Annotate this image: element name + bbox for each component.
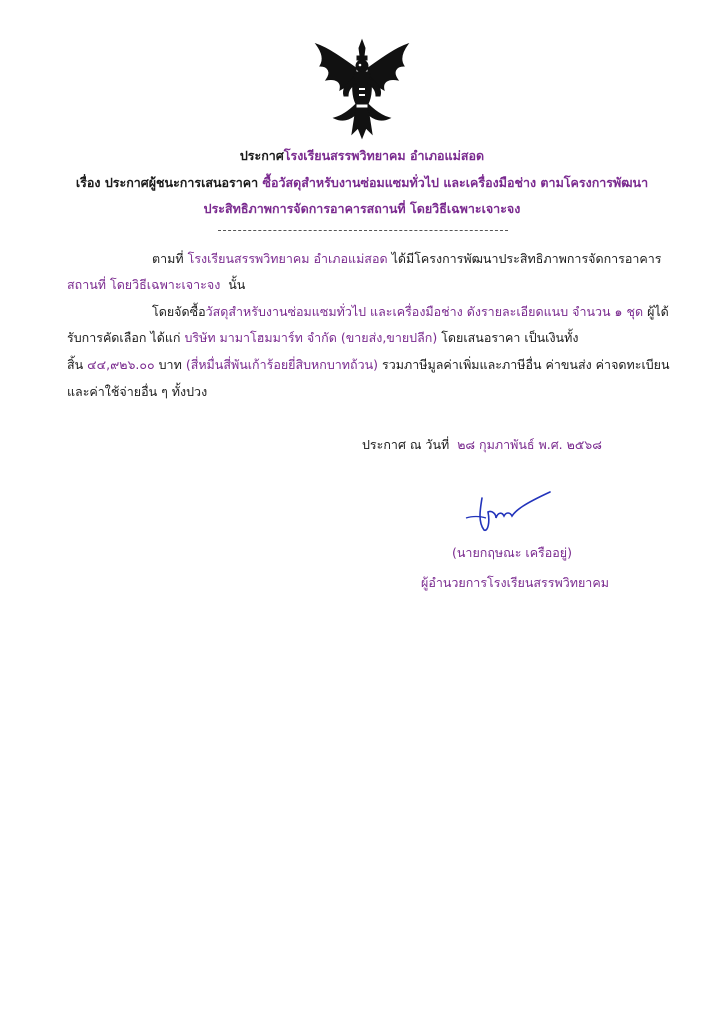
paragraph-2-line-4: และค่าใช้จ่ายอื่น ๆ ทั้งปวง [67, 384, 208, 399]
paragraph-2-line-2 [67, 330, 578, 346]
p2-tail: ผู้ได้ [647, 304, 669, 319]
date-prefix: ประกาศ ณ วันที่ [362, 437, 450, 452]
announce-date-line [362, 437, 602, 453]
signature-image [462, 488, 554, 534]
p1-text: ได้มีโครงการพัฒนาประสิทธิภาพการจัดการอาคาร [391, 251, 662, 266]
p1-prefix: ตามที่ [152, 251, 184, 266]
subject-line-1 [0, 173, 724, 193]
paragraph-1-line-1 [152, 251, 662, 267]
p1-school: โรงเรียนสรรพวิทยาคม อำเภอแม่สอด [187, 251, 388, 266]
p2-prefix: โดยจัดซื้อ [152, 304, 206, 319]
vendor-name: บริษัท มามาโฮมมาร์ท จำกัด (ขายส่ง,ขายปลีก) [184, 330, 438, 345]
divider [218, 230, 508, 231]
p1-cont: สถานที่ โดยวิธีเฉพาะเจาะจง [67, 277, 221, 292]
p2-line2-prefix: รับการคัดเลือก ได้แก่ [67, 330, 181, 345]
paragraph-2-line-3 [67, 357, 670, 373]
signatory-name: (นายกฤษณะ เครืออยู่) [452, 545, 572, 560]
garuda-emblem-icon [312, 38, 412, 144]
p2-line3-tail: รวมภาษีมูลค่าเพิ่มและภาษีอื่น ค่าขนส่ง ค่าจดทะเบียน [382, 357, 670, 372]
announce-date: ๒๘ กุมภาพันธ์ พ.ศ. ๒๕๖๘ [457, 437, 602, 452]
paragraph-1-line-2 [67, 277, 245, 293]
p2-line2-tail: โดยเสนอราคา เป็นเงินทั้ง [441, 330, 579, 345]
announcement-title [0, 146, 724, 166]
p2-line3-prefix: สิ้น [67, 357, 84, 372]
p2-item: วัสดุสำหรับงานซ่อมแซมทั่วไป และเครื่องมือช่าง ดังรายละเอียดแนบ จำนวน ๑ ชุด [205, 304, 644, 319]
baht-label: บาท [158, 357, 182, 372]
signatory-position: ผู้อำนวยการโรงเรียนสรรพวิทยาคม [421, 575, 609, 590]
announce-prefix: ประกาศ [239, 148, 284, 163]
paragraph-2-line-1 [152, 304, 669, 320]
subject-prefix: เรื่อง ประกาศผู้ชนะการเสนอราคา [75, 175, 259, 190]
bid-amount: ๔๔,๙๒๖.๐๐ [87, 357, 155, 372]
subject-line-2: ประสิทธิภาพการจัดการอาคารสถานที่ โดยวิธีเฉพาะเจาะจง [203, 201, 521, 216]
school-name: โรงเรียนสรรพวิทยาคม อำเภอแม่สอด [283, 148, 485, 163]
subject-item: ซื้อวัสดุสำหรับงานซ่อมแซมทั่วไป และเครื่องมือช่าง ตามโครงการพัฒนา [262, 175, 649, 190]
p1-end: นั้น [228, 277, 246, 292]
bid-amount-words: (สี่หมื่นสี่พันเก้าร้อยยี่สิบหกบาทถ้วน) [185, 357, 379, 372]
